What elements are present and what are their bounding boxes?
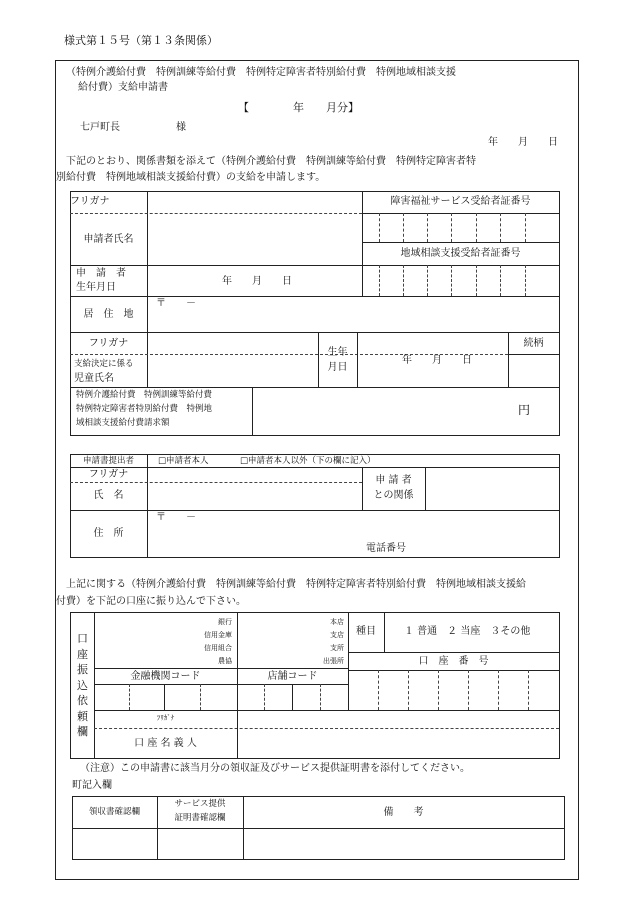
side-char-3: 込 — [77, 678, 88, 692]
child-name-label-1: 支給決定に係る — [74, 359, 134, 369]
branch-type-1: 支店 — [330, 631, 344, 639]
side-char-6: 欄 — [77, 725, 88, 738]
intro-line-1: 下記のとおり、関係書類を添えて（特例介護給付費 特例訓練等給付費 特例特定障害者特 — [66, 156, 476, 167]
service-check-label-2: 証明書確認欄 — [174, 813, 226, 823]
side-char-5: 頼 — [77, 709, 88, 723]
branch-types — [300, 616, 344, 668]
bank-side-label — [77, 631, 88, 740]
submitter-relation-label-2: との関係 — [373, 490, 414, 501]
submitter-furigana-label: フリガナ — [88, 469, 129, 480]
applicant-postal: 〒 － — [156, 298, 196, 309]
account-type-label: 種目 — [356, 626, 376, 637]
applicant-birth-label-1: 申 請 者 — [76, 268, 126, 279]
submitter-option-self[interactable]: □申請者本人 — [158, 456, 209, 466]
inst-type-0: 銀行 — [218, 618, 232, 626]
submitter-postal: 〒 － — [156, 512, 196, 523]
cert-number-label: 障害福祉サービス受給者証番号 — [390, 196, 531, 207]
claim-label-2: 特例特定障害者特別給付費 特例地 — [76, 404, 213, 414]
submitter-relation-label-1: 申 請 者 — [375, 475, 412, 486]
institution-code-label: 金融機関コード — [130, 671, 201, 682]
office-use-heading: 町記入欄 — [72, 780, 112, 791]
child-birth-label-1: 生年 — [327, 347, 348, 358]
bank-intro-line-1: 上記に関する（特例介護給付費 特例訓練等給付費 特例特定障害者特別給付費 特例地域相談支援給 — [66, 579, 526, 590]
submitter-option-other[interactable]: □申請者本人以外（下の欄に記入） — [240, 456, 376, 466]
addressee-sama: 様 — [176, 122, 186, 133]
account-number-label: 口 座 番 号 — [418, 656, 489, 667]
inst-type-1: 信用金庫 — [204, 631, 232, 639]
submitter-address-label: 住 所 — [93, 528, 124, 539]
bank-intro-line-2: 付費）を下記の口座に振り込んで下さい。 — [56, 596, 246, 607]
submitter-name-label: 氏 名 — [93, 490, 124, 501]
submitter-label: 申請書提出者 — [82, 456, 134, 466]
holder-furigana-label: ﾌﾘｶﾞﾅ — [156, 714, 175, 722]
consult-number-label: 地域相談支援受給者証番号 — [400, 248, 521, 259]
intro-line-2: 別給付費 特例地域相談支援給付費）の支給を申請します。 — [56, 172, 326, 183]
branch-type-0: 本店 — [330, 618, 344, 626]
account-holder-label: 口 座 名 義 人 — [134, 738, 197, 749]
claim-label-1: 特例介護給付費 特例訓練等給付費 — [76, 390, 213, 400]
submitter-phone-label: 電話番号 — [366, 543, 406, 554]
branch-type-3: 出張所 — [323, 657, 344, 665]
receipt-check-label: 領収書確認欄 — [88, 807, 140, 817]
applicant-furigana-label: フリガナ — [70, 196, 110, 207]
service-check-label-1: サービス提供 — [174, 799, 226, 809]
claim-yen: 円 — [518, 403, 531, 417]
child-furigana-label: フリガナ — [88, 338, 129, 349]
child-relation-label: 続柄 — [523, 338, 544, 349]
form-number: 様式第１５号（第１３条関係） — [64, 34, 218, 47]
inst-type-3: 農協 — [218, 657, 232, 665]
inst-type-2: 信用組合 — [204, 644, 232, 652]
branch-code-label: 店舗コード — [267, 671, 318, 682]
claim-label-3: 域相談支援給付費請求額 — [76, 418, 170, 428]
attachment-note: （注意）この申請書に該当月分の領収証及びサービス提供証明書を添付してください。 — [80, 763, 470, 774]
applicant-birth-label-2: 生年月日 — [76, 282, 116, 293]
side-char-1: 座 — [77, 647, 88, 661]
applicant-birth-value: 年 月 日 — [222, 276, 292, 287]
child-birth-value: 年 月 日 — [402, 355, 472, 366]
applicant-name-label: 申請者氏名 — [83, 234, 134, 245]
title-line-1: （特例介護給付費 特例訓練等給付費 特例特定障害者特別給付費 特例地域相談支援 — [66, 67, 456, 78]
remarks-label: 備 考 — [383, 807, 424, 818]
account-type-options: １ 普通 ２ 当座 ３その他 — [404, 626, 531, 637]
side-char-2: 振 — [77, 663, 88, 676]
child-birth-label-2: 月日 — [327, 362, 348, 373]
applicant-address-label: 居 住 地 — [83, 309, 134, 320]
child-name-label-2: 児童氏名 — [74, 373, 114, 384]
date-line: 年 月 日 — [488, 137, 558, 148]
side-char-4: 依 — [77, 694, 88, 707]
title-line-2: 給付費）支給申請書 — [78, 82, 168, 93]
month-bracket: 【 年 月分】 — [238, 101, 359, 114]
side-char-0: 口 — [77, 632, 88, 645]
institution-types — [190, 616, 232, 668]
branch-type-2: 支所 — [330, 644, 344, 652]
addressee: 七戸町長 — [80, 122, 120, 133]
